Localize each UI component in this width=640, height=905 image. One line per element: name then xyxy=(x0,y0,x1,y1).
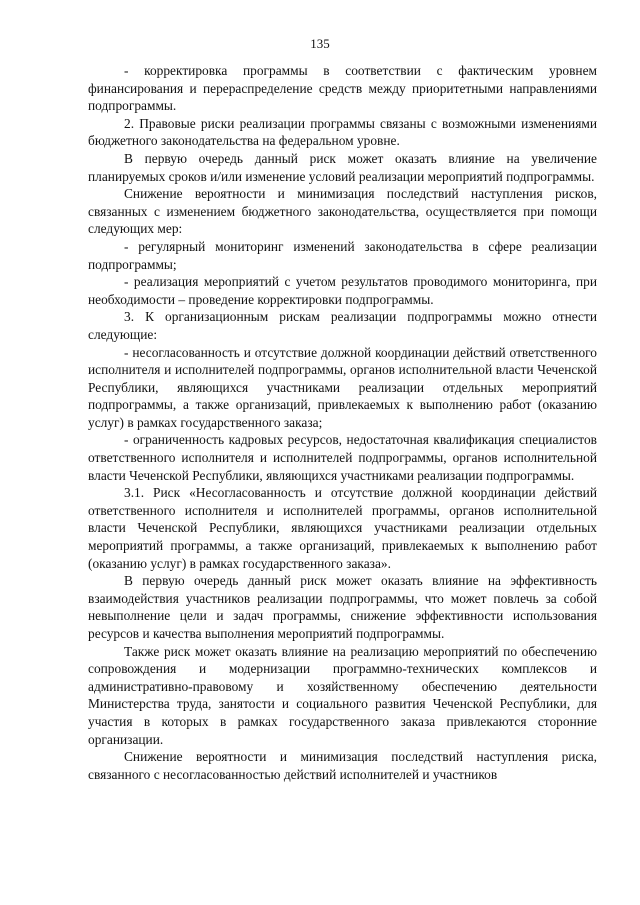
paragraph: Снижение вероятности и минимизация последствий наступления рисков, связанных с изменением бюджетного законодательства, осуществляется при помощи следующих мер: xyxy=(88,186,597,237)
paragraph: - несогласованность и отсутствие должной координации действий ответственного исполнителя и исполнителей подпрограммы, органов исполнительной власти Чеченской Республики, являющихся участниками реализации отдельных мероприятий подпрограммы, а также организаций, привлекаемых к выполнению работ (оказанию услуг) в рамках государственного заказа; xyxy=(88,344,597,430)
paragraph: - регулярный мониторинг изменений законодательства в сфере реализации подпрограммы; xyxy=(88,238,597,272)
paragraph: Снижение вероятности и минимизация последствий наступления риска, связанного с несогласованностью действий исполнителей и участников xyxy=(88,749,597,782)
paragraph: Также риск может оказать влияние на реализацию мероприятий по обеспечению сопровождения и модернизации программно-технических комплексов и административно-правовому и хозяйственному обеспечению деятельности Министерства труда, занятости и социального развития Чеченской Республики, для участия в которых в рамках государственного заказа привлекаются сторонние организации. xyxy=(88,643,597,747)
paragraph: - корректировка программы в соответствии с фактическим уровнем финансирования и перераспределение средств между приоритетными направлениями подпрограммы. xyxy=(88,63,597,114)
paragraph: 3.1. Риск «Несогласованность и отсутствие должной координации действий ответственного исполнителя и исполнителей программы, органов исполнительной власти Чеченской Республики, являющихся участниками реализации отдельных мероприятий программы, а также организаций, привлекаемых к выполнению работ (оказанию услуг) в рамках государственного заказа». xyxy=(88,485,597,571)
paragraph: - ограниченность кадровых ресурсов, недостаточная квалификация специалистов ответственного исполнителя и исполнителей подпрограммы, органов исполнительной власти Чеченской Республики, являющихся участниками реализации подпрограммы. xyxy=(88,432,597,483)
page-number: 135 xyxy=(310,36,330,51)
paragraph: В первую очередь данный риск может оказать влияние на эффективность взаимодействия участников реализации подпрограммы, что может повлечь за собой невыполнение цели и задач программы, снижение эффективности использования ресурсов и качества выполнения мероприятий подпрограммы. xyxy=(88,573,597,641)
paragraph: 3. К организационным рискам реализации подпрограммы можно отнести следующие: xyxy=(88,309,597,342)
paragraph: - реализация мероприятий с учетом результатов проводимого мониторинга, при необходимости – проведение корректировки подпрограммы. xyxy=(88,274,597,307)
document-body xyxy=(88,62,597,783)
paragraph: 2. Правовые риски реализации программы связаны с возможными изменениями бюджетного законодательства на федеральном уровне. xyxy=(88,115,597,149)
paragraph: В первую очередь данный риск может оказать влияние на увеличение планируемых сроков и/или изменение условий реализации мероприятий подпрограммы. xyxy=(88,150,597,184)
